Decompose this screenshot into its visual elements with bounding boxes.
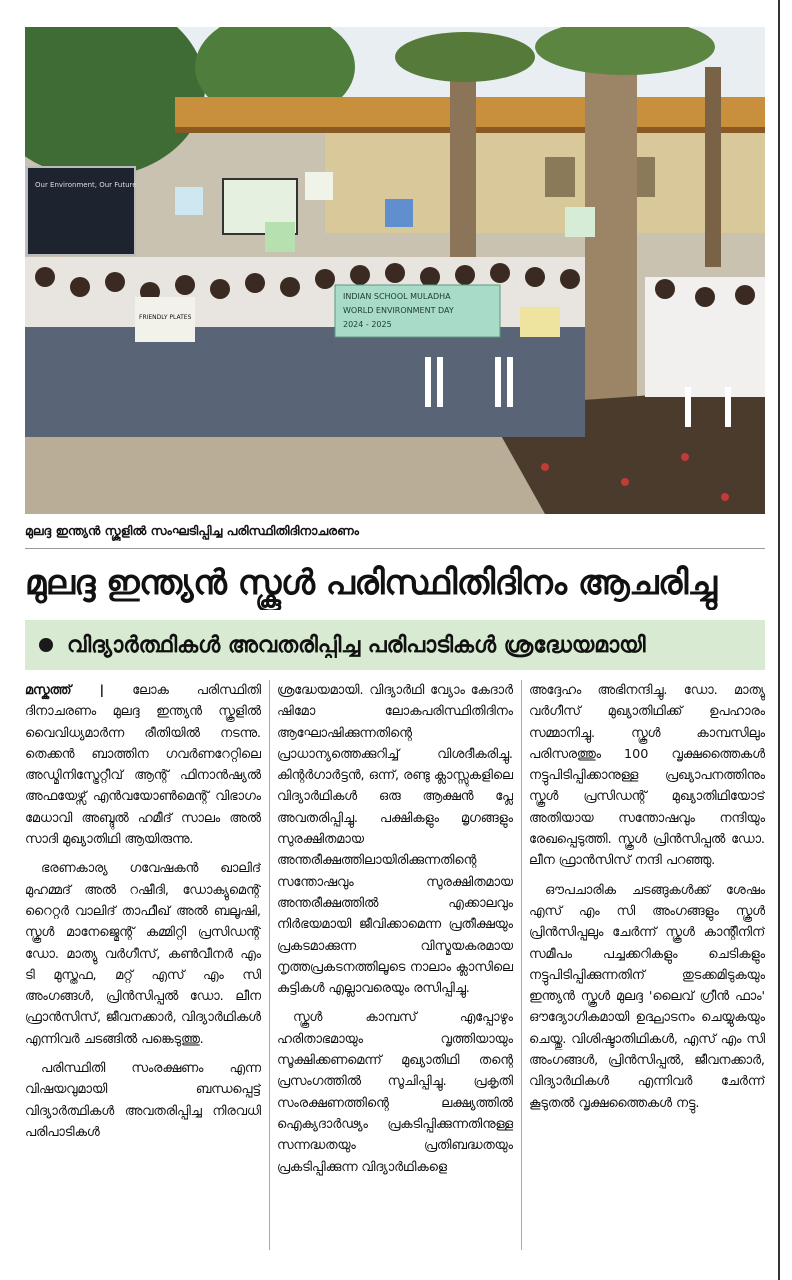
banner-text-2: WORLD ENVIRONMENT DAY [343,306,454,315]
article-paragraph: ഭരണകാര്യ ഗവേഷകൻ ഖാലിദ് മുഹമ്മദ് അൽ റഷീദി, ഡോക്യുമെന്റ് റൈറ്റർ വാലിദ് താഫീഖ് അൽ ബലൂഷി, സ്കൂൾ മാനേജ്മെന്റ് കമ്മിറ്റി പ്രസിഡന്റ് ഡോ. മാത്യു വർഗീസ്, കൺവീനർ എം ടി മുസ്തഫ, മറ്റ് എസ് എം സി അംഗങ്ങൾ, പ്രിൻസിപ്പൽ ഡോ. ലീന ഫ്രാൻസിസ്, ജീവനക്കാർ, വിദ്യാർഥികൾ എന്നിവർ ചടങ്ങിൽ പങ്കെടുത്തു. [25,861,261,1047]
article-paragraph: പരിസ്ഥിതി സംരക്ഷണം എന്ന വിഷയവുമായി ബന്ധപ്പെട്ട് വിദ്യാർത്ഥികൾ അവതരിപ്പിച്ച നിരവധി പരിപാടികൾ [25,1061,261,1140]
article-paragraph: ഔപചാരിക ചടങ്ങുകൾക്ക് ശേഷം എസ് എം സി അംഗങ്ങളും സ്കൂൾ പ്രിൻസിപ്പലും ചേർന്ന് സ്കൂൾ കാന്റീനിന് സമീപം പച്ചക്കറികളും ചെടികളും നട്ടുപിടിപ്പിക്കുന്നതിന് തുടക്കമിടുകയും ഇന്ത്യൻ സ്കൂൾ മുലദ്ദ 'ലൈവ് ഗ്രീൻ ഫാം' ഔദ്യോഗികമായി ഉദ്ഘാടനം ചെയ്യുകയും ചെയ്തു. വിശിഷ്ടാതിഥികൾ, എസ് എം സി അംഗങ്ങൾ, പ്രിൻസിപ്പൽ, ജീവനക്കാർ, വിദ്യാർഥികൾ എന്നിവർ ചേർന്ന് കൂടുതൽ വൃക്ഷത്തൈകൾ നട്ടു. [529,882,765,1111]
photo-caption: മുലദ്ദ ഇന്ത്യൻ സ്കൂളിൽ സംഘടിപ്പിച്ച പരിസ്ഥിതിദിനാചരണം [25,523,359,538]
article-column-1 [25,680,261,1250]
banner-text-3: 2024 - 2025 [343,320,392,329]
bullet-icon [39,638,53,652]
column-divider [269,680,270,1250]
article-paragraph: അദ്ദേഹം അഭിനന്ദിച്ചു. ഡോ. മാത്യു വർഗീസ് മുഖ്യാതിഥിക്ക് ഉപഹാരം സമ്മാനിച്ചു. സ്കൂൾ കാമ്പസിലും പരിസരത്തും 100 വൃക്ഷത്തൈകൾ നട്ടുപിടിപ്പിക്കാനുള്ള പ്രഖ്യാപനത്തിനും സ്കൂൾ പ്രസിഡന്റ് മുഖ്യാതിഥിയോട് അതിയായ സന്തോഷവും നന്ദിയും രേഖപ്പെടുത്തി. സ്കൂൾ പ്രിൻസിപ്പൽ ഡോ. ലീന ഫ്രാൻസിസ് നന്ദി പറഞ്ഞു. [529,683,765,869]
article-body [25,680,765,1250]
article-column-3 [529,680,765,1250]
article-column-2 [277,680,513,1250]
placard-text: FRIENDLY PLATES [139,314,192,321]
banner-text-1: INDIAN SCHOOL MULADHA [343,292,451,301]
school-event-photo [25,27,765,514]
subheadline: വിദ്യാർത്ഥികൾ അവതരിപ്പിച്ച പരിപാടികൾ ശ്രദ്ധേയമായി [67,632,646,658]
paragraph-text: ലോക പരിസ്ഥിതി ദിനാചരണം മുലദ്ദ ഇന്ത്യൻ സ്കൂളിൽ വൈവിധ്യമാർന്ന രീതിയിൽ നടന്നു. തെക്കൻ ബാത്തിന ഗവർണറേറ്റിലെ അഡ്മിനിസ്ട്രേറ്റീവ് ആന്റ് ഫിനാൻഷ്യൽ അഫയേഴ്സ് എൻവയോൺമെന്റ് വിഭാഗം മേധാവി അബ്ദുൽ ഹമീദ് സാലം അൽ സാദി മുഖ്യാതിഥി ആയിരുന്നു. [25,683,261,848]
article-paragraph: സ്കൂൾ കാമ്പസ് എപ്പോഴും ഹരിതാഭമായും വൃത്തിയായും സൂക്ഷിക്കണമെന്ന് മുഖ്യാതിഥി തന്റെ പ്രസംഗത്തിൽ സൂചിപ്പിച്ചു. പ്രകൃതി സംരക്ഷണത്തിന്റെ ലക്ഷ്യത്തിൽ ഐക്യദാർഢ്യം പ്രകടിപ്പിക്കുന്നതിനുള്ള സന്നദ്ധതയും പ്രതിബദ്ധതയും പ്രകടിപ്പിക്കുന്ന വിദ്യാർഥികളെ [277,1010,513,1175]
page-edge-rule [778,0,780,1280]
dateline: മസ്കത്ത് | [25,683,105,698]
news-photo [25,27,765,514]
headline: മുലദ്ദ ഇന്ത്യൻ സ്കൂൾ പരിസ്ഥിതിദിനം ആചരിച്ചു [25,563,717,603]
divider [25,548,765,549]
poster-text: Our Environment, Our Future [35,181,137,189]
subheadline-bar [25,620,765,670]
article-paragraph [25,680,261,850]
column-divider [521,680,522,1250]
article-paragraph: ശ്രദ്ധേയമായി. വിദ്യാർഥി വ്യോം കേദാർ ഷിമോ ലോകപരിസ്ഥിതിദിനം ആഘോഷിക്കുന്നതിന്റെ പ്രാധാന്യത്തെക്കുറിച്ച് വിശദീകരിച്ചു. കിന്റർഗാർട്ടൻ, ഒന്ന്, രണ്ടു ക്ലാസ്സുകളിലെ വിദ്യാർഥികൾ ഒരു ആക്ഷൻ പ്ലേ അവതരിപ്പിച്ചു. പക്ഷികളും മൃഗങ്ങളും സുരക്ഷിതമായ അന്തരീക്ഷത്തിലായിരിക്കുന്നതിന്റെ സന്തോഷവും സുരക്ഷിതമായ അന്തരീക്ഷത്തിൽ എക്കാലവും നിർഭയമായി ജീവിക്കാമെന്ന പ്രതീക്ഷയും പ്രകടമാക്കുന്ന വിസ്മയകരമായ നൃത്തപ്രകടനത്തിലൂടെ നാലാം ക്ലാസിലെ കുട്ടികൾ എല്ലാവരെയും രസിപ്പിച്ചു. [277,683,513,997]
